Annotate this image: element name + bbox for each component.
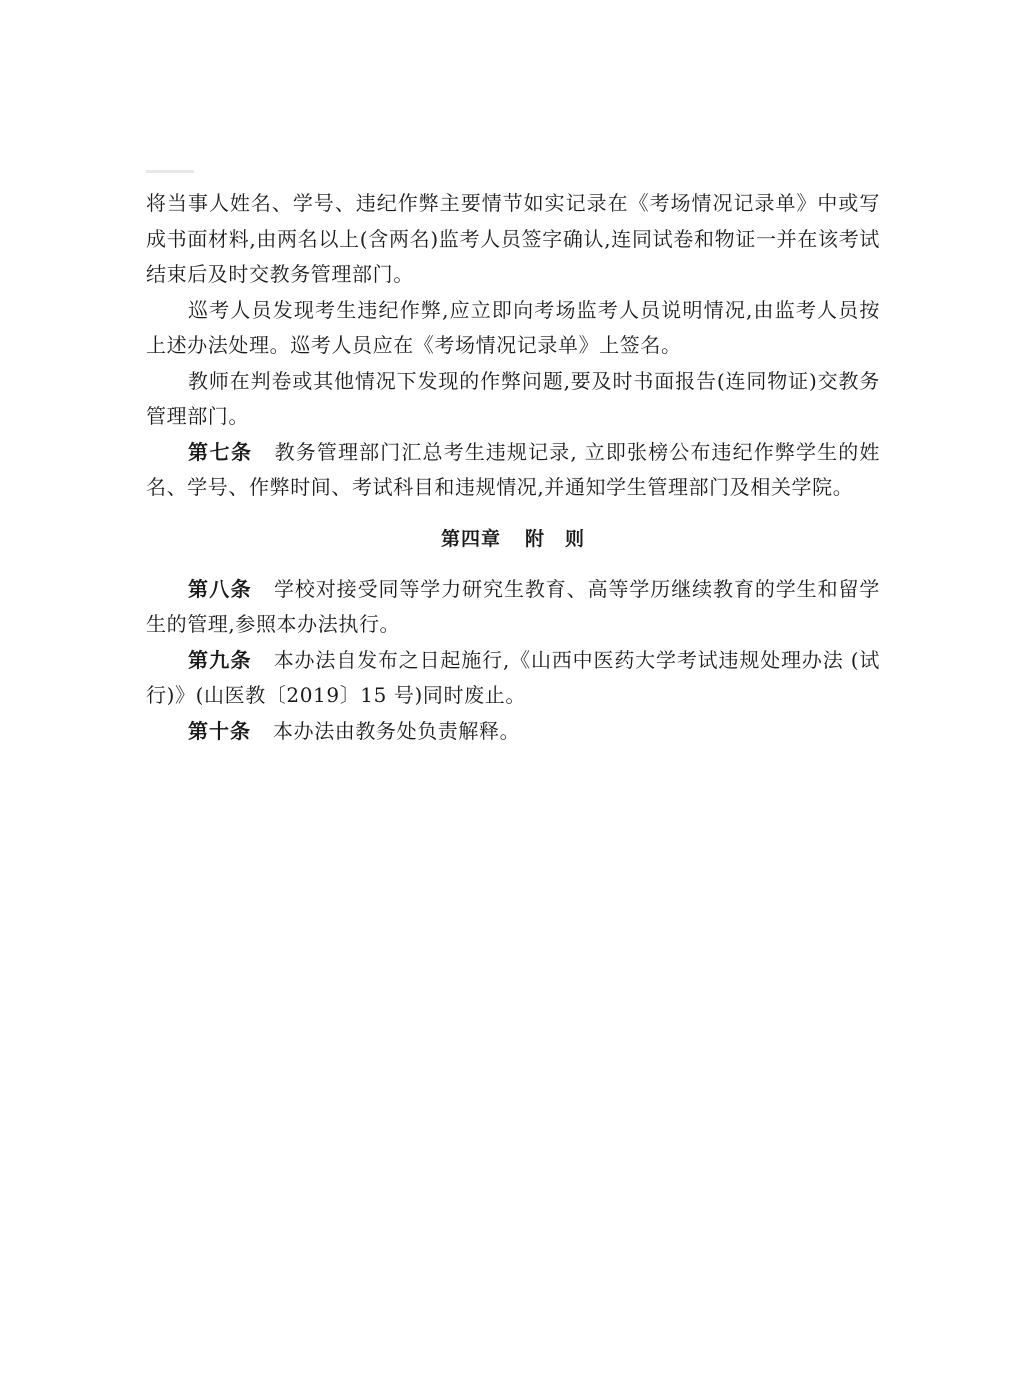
paragraph-inspector-procedure [146, 293, 880, 364]
article-text: 本办法由教务处负责解释。 [273, 718, 521, 743]
scan-artifact [146, 170, 194, 173]
paragraph-teacher-report [146, 364, 880, 435]
article-10 [146, 714, 880, 750]
article-label: 第九条 [188, 647, 252, 672]
article-label: 第十条 [188, 718, 251, 743]
article-text: 本办法自发布之日起施行,《山西中医药大学考试违规处理办法 (试行)》(山医教〔2019〕15 号)同时废止。 [146, 647, 880, 707]
chapter-number: 第四章 [440, 527, 501, 550]
article-text: 教务管理部门汇总考生违规记录, 立即张榜公布违纪作弊学生的姓名、学号、作弊时间、考试科目和违规情况,并通知学生管理部门及相关学院。 [146, 439, 880, 499]
article-label: 第七条 [188, 439, 253, 464]
article-9 [146, 643, 880, 714]
paragraph-text: 将当事人姓名、学号、违纪作弊主要情节如实记录在《考场情况记录单》中或写成书面材料,由两名以上(含两名)监考人员签字确认,连同试卷和物证一并在该考试结束后及时交教务管理部门。 [146, 191, 880, 286]
document-body [146, 186, 880, 749]
article-label: 第八条 [188, 576, 252, 601]
chapter-title: 附 则 [525, 527, 586, 550]
paragraph-text: 教师在判卷或其他情况下发现的作弊问题,要及时书面报告(连同物证)交教务管理部门。 [146, 368, 880, 428]
paragraph-text: 巡考人员发现考生违纪作弊,应立即向考场监考人员说明情况,由监考人员按上述办法处理。巡考人员应在《考场情况记录单》上签名。 [146, 297, 880, 357]
paragraph-record-procedure [146, 186, 880, 293]
article-text: 学校对接受同等学力研究生教育、高等学历继续教育的学生和留学生的管理,参照本办法执行。 [146, 576, 881, 636]
article-8 [146, 572, 880, 643]
chapter-heading [146, 524, 880, 554]
article-7 [146, 435, 880, 506]
